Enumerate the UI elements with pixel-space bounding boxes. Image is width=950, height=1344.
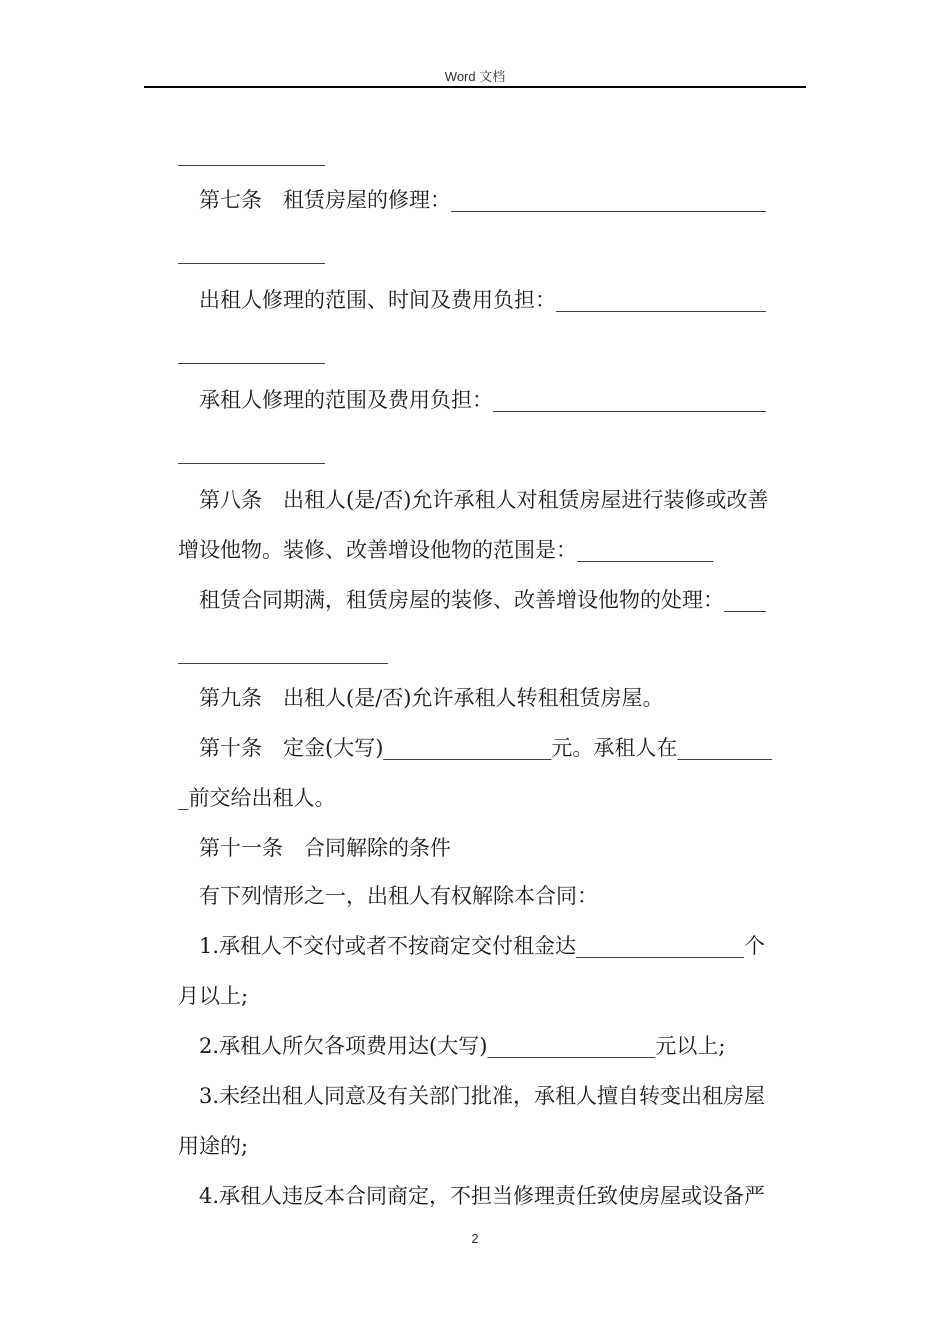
clause-2: 2.承租人所欠各项费用达(大写)________________元以上; — [199, 1034, 726, 1058]
article-7: 第七条 租赁房屋的修理：______________________________ — [199, 188, 766, 212]
blank-line: ____________________ — [178, 640, 388, 664]
article-8: 第八条 出租人(是/否)允许承租人对租赁房屋进行装修或改善 — [199, 488, 769, 512]
blank-line: ______________ — [178, 440, 325, 464]
clause-3-cont: 用途的; — [178, 1134, 249, 1158]
termination-intro: 有下列情形之一，出租人有权解除本合同： — [199, 884, 598, 908]
page-number: 2 — [471, 1231, 479, 1246]
clause-3: 3.未经出租人同意及有关部门批准，承租人擅自转变出租房屋 — [199, 1084, 766, 1108]
clause-1: 1.承租人不交付或者不按商定交付租金达________________个 — [199, 934, 766, 958]
lessor-repair: 出租人修理的范围、时间及费用负担：____________________ — [199, 288, 766, 312]
article-11: 第十一条 合同解除的条件 — [199, 836, 451, 860]
lease-expiry: 租赁合同期满，租赁房屋的装修、改善增设他物的处理：____ — [199, 588, 766, 612]
article-8-cont: 增设他物。装修、改善增设他物的范围是：_____________ — [178, 538, 714, 562]
header-divider — [144, 86, 806, 88]
blank-line: ______________ — [178, 340, 325, 364]
article-10: 第十条 定金(大写)________________元。承租人在_________ — [199, 736, 772, 760]
lessee-repair: 承租人修理的范围及费用负担：__________________________ — [199, 388, 766, 412]
article-10-cont: _前交给出租人。 — [178, 786, 336, 810]
page-header: Word 文档 — [444, 69, 506, 84]
blank-line: ______________ — [178, 142, 325, 166]
article-9: 第九条 出租人(是/否)允许承租人转租租赁房屋。 — [199, 686, 664, 710]
clause-1-cont: 月以上; — [178, 984, 249, 1008]
blank-line: ______________ — [178, 240, 325, 264]
clause-4: 4.承租人违反本合同商定，不担当修理责任致使房屋或设备严 — [199, 1184, 766, 1208]
